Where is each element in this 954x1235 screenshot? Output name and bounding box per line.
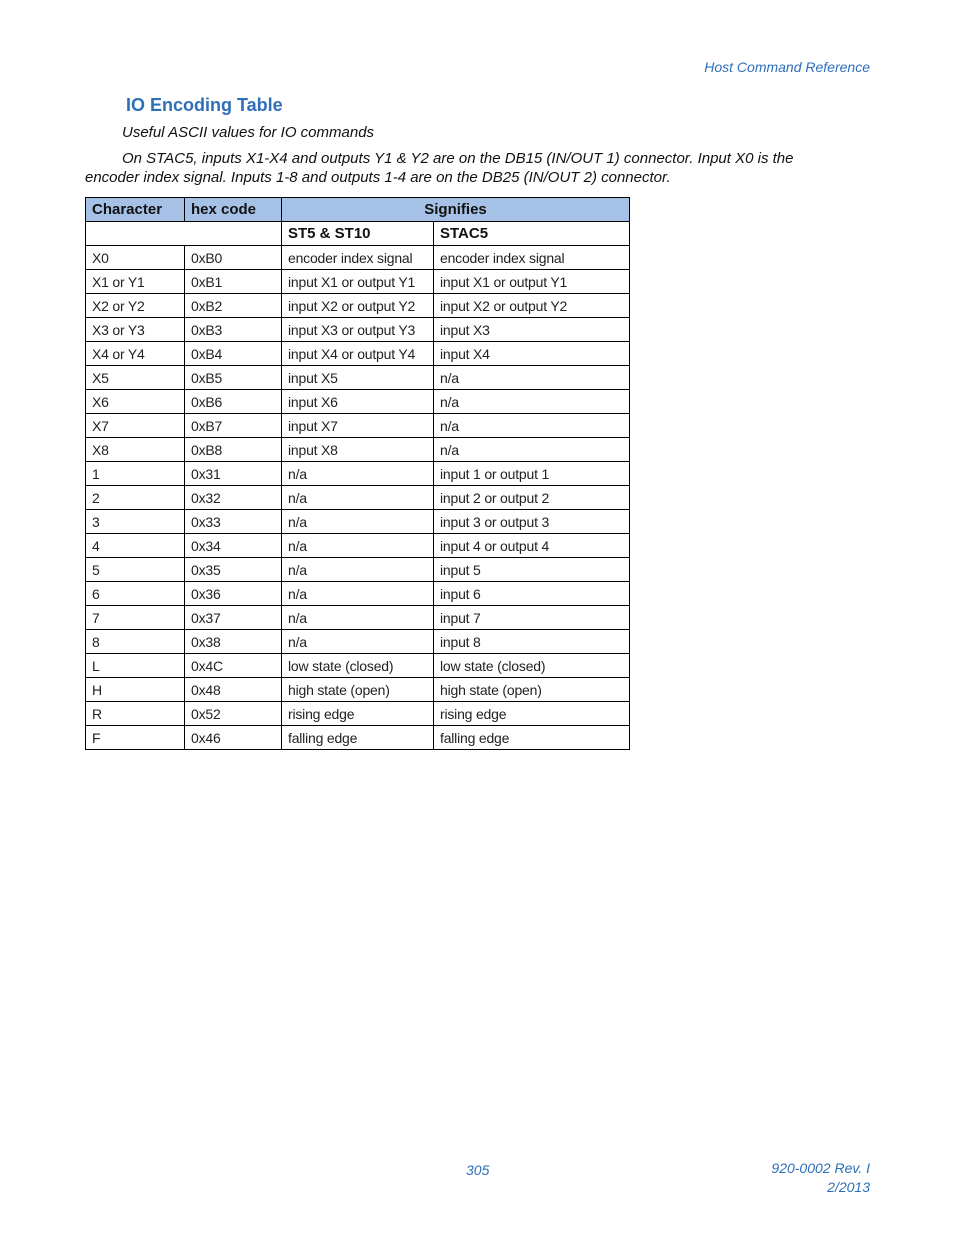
cell-hex: 0xB1 [185, 270, 282, 294]
running-header: Host Command Reference [704, 59, 870, 75]
table-row [86, 366, 630, 390]
cell-char: X4 or Y4 [86, 342, 185, 366]
cell-st5: encoder index signal [282, 246, 434, 270]
cell-stac5: n/a [434, 390, 630, 414]
column-header-signifies: Signifies [282, 198, 630, 222]
cell-hex: 0x33 [185, 510, 282, 534]
table-row [86, 678, 630, 702]
cell-stac5: input X2 or output Y2 [434, 294, 630, 318]
cell-st5: input X5 [282, 366, 434, 390]
cell-char: X2 or Y2 [86, 294, 185, 318]
document-revision [771, 1159, 870, 1197]
cell-stac5: input 1 or output 1 [434, 462, 630, 486]
table-row [86, 726, 630, 750]
cell-stac5: input X4 [434, 342, 630, 366]
cell-stac5: n/a [434, 414, 630, 438]
cell-hex: 0x46 [185, 726, 282, 750]
cell-stac5: high state (open) [434, 678, 630, 702]
cell-stac5: input 2 or output 2 [434, 486, 630, 510]
cell-st5: input X4 or output Y4 [282, 342, 434, 366]
cell-st5: n/a [282, 486, 434, 510]
cell-char: 5 [86, 558, 185, 582]
cell-hex: 0x38 [185, 630, 282, 654]
column-header-character: Character [86, 198, 185, 222]
cell-hex: 0x32 [185, 486, 282, 510]
cell-st5: input X7 [282, 414, 434, 438]
cell-st5: input X3 or output Y3 [282, 318, 434, 342]
section-subtitle: Useful ASCII values for IO commands [122, 124, 375, 141]
cell-hex: 0x37 [185, 606, 282, 630]
cell-st5: n/a [282, 630, 434, 654]
table-row [86, 390, 630, 414]
cell-char: H [86, 678, 185, 702]
cell-st5: n/a [282, 510, 434, 534]
cell-char: L [86, 654, 185, 678]
cell-char: 8 [86, 630, 185, 654]
cell-hex: 0x34 [185, 534, 282, 558]
table-row [86, 438, 630, 462]
table-row [86, 462, 630, 486]
table-row [86, 510, 630, 534]
cell-stac5: input 7 [434, 606, 630, 630]
cell-st5: n/a [282, 534, 434, 558]
revision-text: 920-0002 Rev. I [771, 1160, 870, 1176]
connector-note-paragraph: On STAC5, inputs X1-X4 and outputs Y1 & Y2 are on the DB15 (IN/OUT 1) connector. Input X0 is the encoder index signal. Inputs 1-8 and outputs 1-4 are on the DB25 (IN/OUT 2) connector. [85, 150, 794, 186]
table-row [86, 414, 630, 438]
table-row [86, 246, 630, 270]
cell-char: X6 [86, 390, 185, 414]
column-header-hex: hex code [185, 198, 282, 222]
table-subheader-row [86, 222, 630, 246]
table-row [86, 582, 630, 606]
table-row [86, 342, 630, 366]
cell-hex: 0xB5 [185, 366, 282, 390]
page-number: 305 [466, 1162, 490, 1178]
cell-hex: 0xB3 [185, 318, 282, 342]
cell-char: 2 [86, 486, 185, 510]
cell-char: R [86, 702, 185, 726]
cell-stac5: input 8 [434, 630, 630, 654]
cell-hex: 0xB6 [185, 390, 282, 414]
cell-hex: 0xB4 [185, 342, 282, 366]
cell-stac5: encoder index signal [434, 246, 630, 270]
cell-char: 6 [86, 582, 185, 606]
revision-date: 2/2013 [827, 1179, 870, 1195]
cell-st5: n/a [282, 606, 434, 630]
cell-hex: 0xB0 [185, 246, 282, 270]
table-body [86, 246, 630, 750]
cell-char: 7 [86, 606, 185, 630]
cell-hex: 0xB8 [185, 438, 282, 462]
cell-stac5: falling edge [434, 726, 630, 750]
table-header-row [86, 198, 630, 222]
cell-hex: 0xB7 [185, 414, 282, 438]
cell-char: 4 [86, 534, 185, 558]
cell-stac5: input 4 or output 4 [434, 534, 630, 558]
cell-hex: 0xB2 [185, 294, 282, 318]
cell-char: X8 [86, 438, 185, 462]
table-row [86, 702, 630, 726]
cell-st5: rising edge [282, 702, 434, 726]
cell-st5: input X8 [282, 438, 434, 462]
cell-char: X3 or Y3 [86, 318, 185, 342]
cell-stac5: input X1 or output Y1 [434, 270, 630, 294]
cell-stac5: n/a [434, 438, 630, 462]
cell-char: X5 [86, 366, 185, 390]
cell-hex: 0x31 [185, 462, 282, 486]
cell-char: F [86, 726, 185, 750]
cell-st5: n/a [282, 582, 434, 606]
cell-stac5: input 6 [434, 582, 630, 606]
section-title: IO Encoding Table [126, 95, 283, 115]
subheader-stac5: STAC5 [434, 222, 630, 246]
cell-stac5: rising edge [434, 702, 630, 726]
cell-stac5: input X3 [434, 318, 630, 342]
cell-st5: input X1 or output Y1 [282, 270, 434, 294]
cell-char: X7 [86, 414, 185, 438]
table-row [86, 486, 630, 510]
table-row [86, 630, 630, 654]
cell-stac5: n/a [434, 366, 630, 390]
cell-stac5: input 5 [434, 558, 630, 582]
cell-char: X0 [86, 246, 185, 270]
cell-st5: falling edge [282, 726, 434, 750]
subheader-blank [86, 222, 282, 246]
cell-st5: input X6 [282, 390, 434, 414]
cell-hex: 0x4C [185, 654, 282, 678]
table-row [86, 294, 630, 318]
table-row [86, 270, 630, 294]
cell-hex: 0x52 [185, 702, 282, 726]
cell-st5: input X2 or output Y2 [282, 294, 434, 318]
table-row [86, 606, 630, 630]
cell-hex: 0x48 [185, 678, 282, 702]
cell-hex: 0x35 [185, 558, 282, 582]
io-encoding-table [85, 197, 630, 750]
cell-char: X1 or Y1 [86, 270, 185, 294]
cell-char: 1 [86, 462, 185, 486]
cell-stac5: low state (closed) [434, 654, 630, 678]
cell-stac5: input 3 or output 3 [434, 510, 630, 534]
subheader-st5: ST5 & ST10 [282, 222, 434, 246]
cell-st5: low state (closed) [282, 654, 434, 678]
table-row [86, 654, 630, 678]
cell-hex: 0x36 [185, 582, 282, 606]
cell-st5: n/a [282, 558, 434, 582]
cell-st5: n/a [282, 462, 434, 486]
cell-st5: high state (open) [282, 678, 434, 702]
table-row [86, 318, 630, 342]
table-row [86, 558, 630, 582]
table-row [86, 534, 630, 558]
cell-char: 3 [86, 510, 185, 534]
